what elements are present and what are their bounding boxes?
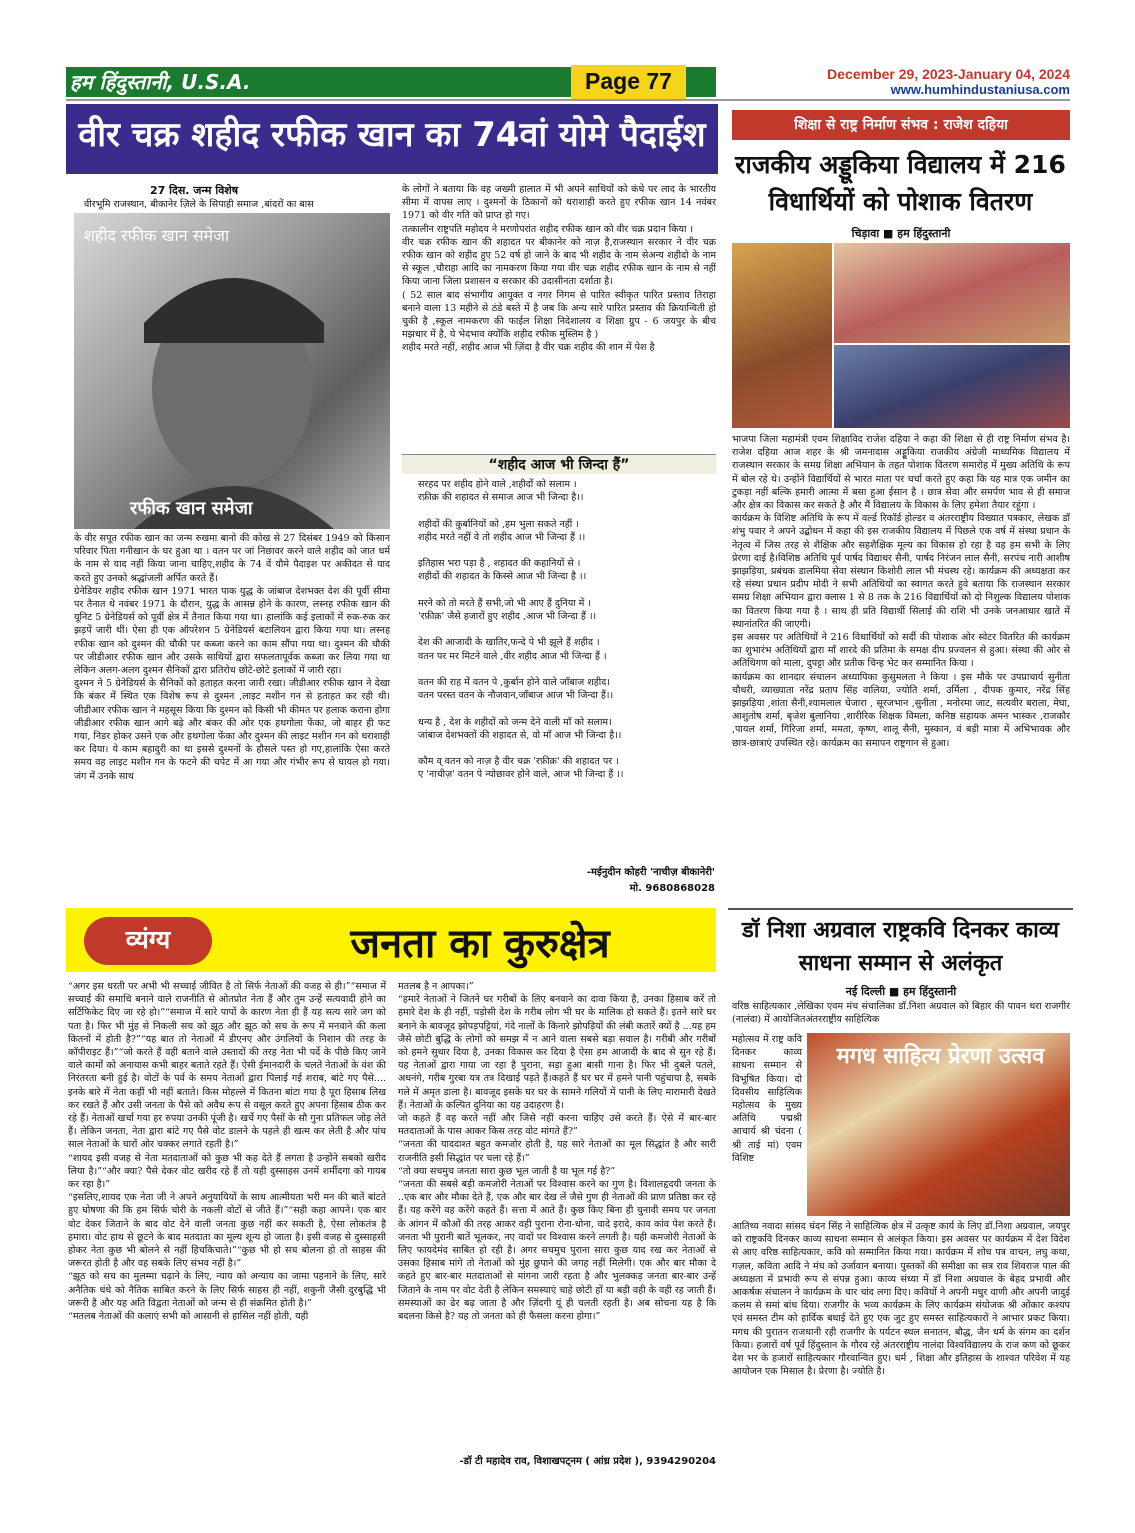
photo-caption-bottom: रफीक खान समेजा [130, 498, 253, 519]
right-bottom-body: आतिथ्य नवादा सांसद चंदन सिंह ने साहित्यिक क्षेत्र में उत्कृष्ट कार्य के लिए डॉ.निशा अग्रवाल, जयपुर को राष्ट्रकवि दिनकर काव्य साधना सम्मान से अलंकृत किया। इस अवसर पर कार्यक्रम में देश विदेश से आए वरिष्ठ साहित्यकार, कवि को सम्मानित किया गया। कार्यक्रम में शोध पत्र वाचन, लघु कथा, गज़ल, कविता आदि ने मंच को उर्जावान बनाया। पुस्तकों की समीक्षा का सत्र राव शिवराज पाल की अध्यक्षता में प्रभावी रूप से संपन्न हुआ। काव्य संध्या में डॉ निशा अग्रवाल के बेहद प्रभावी और आकर्षक संचालन ने कार्यक्रम के चार चांद लगा दिए। कवियों ने अपनी मधुर वाणी और अपनी जादुई कलम से समां बांध दिया। राजगीर के भव्य कार्यक्रम के लिए कार्यक्रम संयोजक श्री ओंकार कश्यप एवं समस्त टीम को हार्दिक बधाई देते हुए एक जुट हुए समस्त साहित्यकारों ने आभार प्रकट किया। मगध की पुरातन राजधानी रही राजगीर के पर्यटन स्थल सनातन, बौद्ध, जैन धर्म के संगम का दर्शन किया। हजारों वर्ष पूर्व हिंदुस्तान के गौरव रहे अंतरराष्ट्रीय नालंदा विश्वविद्यालय के राज कण को छूकर देश भर के हजारों साहित्यकार गौरवान्वित हुए। धर्म , शिक्षा और इतिहास के शाश्वत परिवेश में यह आयोजन एक मिसाल है। प्रेरणा है। ज्योति है। [732, 1221, 1070, 1378]
header-divider [66, 99, 1070, 101]
main-headline: वीर चक्र शहीद रफीक खान का 74वां योमे पैदाईश [78, 115, 706, 155]
satire-col2-text: मतलब है न आपका।” “हमारे नेताओं ने जितने घर गरीबों के लिए बनवाने का दावा किया है, उनका हिसाब करें तो हमारे देश के ही नहीं, पड़ोसी देश के गरीब लोग भी घर के मालिक हो सकते हैं। इतने सारे घर बनाने के बावजूद झोपड़पट्टियां, गंदे नालों के किनारे झोपड़ियों की लंबी कतारें क्यों है ...यह हम जैसे छोटी बुद्धि के लोगों को समझ में न आने वाला सबसे बड़ा सवाल है। गरीबी और गरीबों को हमने सुधार दिया है, उनका विकास कर दिया है ऐसा हम आजादी के बाद से सुन रहे हैं। यह नेताओं द्वारा गाया जा रहा है पुराना, सड़ा हुआ बासी गाना है। फिर भी दुबले पतले, अधनंगे, गरीब गुरबा यत्र तत्र दिखाई पड़ते हैं।कहते हैं घर घर में हमने पानी पहुंचाया है, सबके गले में अमृत डाला है। बावजूद इसके घर घर के सामने गलियों में पानी के लिए मारामारी देखते हैं। नेताओं के कल्पित दुनिया का यह उदाहरण है। जो कहते हैं वह करते नहीं और जिसे नहीं करना चाहिए उसे करते हैं। ऐसे में बार-बार मतदाताओं के पास आकर किस तरह वोट मांगते हैं?” “जनता की याददाश्त बहुत कमजोर होती है, यह सारे नेताओं का मूल सिद्धांत है और सारी राजनीति इसी सिद्धांत पर चला रहे हैं।” “तो क्या सचमुच जनता सारा कुछ भूल जाती है या भूल गई है?” “जनता की सबसे बड़ी कमजोरी नेताओं पर विश्वास करने का गुण है। विशालहृदयी जनता के ..एक बार और मौका देते हैं, एक और बार देख लें जैसे गुण ही नेताओं की प्राण प्रतिष्ठा कर रहे हैं। यह करेंगे वह करेंगे कहते हैं। सत्ता में आते हैं। कुछ किए बिना ही चुनावी समय पर जनता के आंगन में कौओं की तरह आकर वही पुराना रोना-धोना, वादे इरादे, काव कांव पेश करते हैं। जनता भी पुरानी बातें भूलकर, नए वादों पर विश्वास करने लगती है। यही कमजोरी नेताओं के लिए फायदेमंद साबित हो रही है। अगर सचमुच पुराना सारा कुछ याद रख कर नेताओं से उसका हिसाब मांगे तो नेताओं को मुंह छुपाने की जगह नहीं मिलेगी। एक और बार मौका दे कहते हुए बार-बार मतदाताओं से मांगना जारी रहता है और भुलक्कड़ जनता बार-बार उन्हें जिताने के नाम पर वोट देती है लेकिन समस्याएं चाहे छोटी हों या बड़ी वही के वही रह जाती हैं। समस्याओं का ढेर बढ़ जाता है और ज़िंदगी यूं ही चलती रहती है। अब सोचना यह है कि बदलना किसे है? यह तो जनता को ही फैसला करना होगा।” [398, 981, 716, 1323]
website-link[interactable]: www.humhindustaniusa.com [890, 82, 1070, 97]
right-top-tag: शिक्षा से राष्ट्र निर्माण संभव : राजेश दहिया [794, 117, 1008, 133]
issue-date: December 29, 2023-January 04, 2024 [827, 66, 1070, 82]
main-col2-text: के लोगों ने बताया कि वह जख्मी हालात में भी अपने साथियों को कंधे पर लाद के भारतीय सीमा में वापस लाए । दुश्मनों के ठिकानों को धराशाही करते हुए रफीक खान 14 नवंबर 1971 को वीर गति को प्राप्त हो गए। तत्कालीन राष्ट्रपति महोदय ने मरणोपरांत शहीद रफीक खान को वीर चक्र प्रदान किया । वीर चक्र रफीक खान की शहादत पर बीकानेर को नाज़ है,राजस्थान सरकार ने वीर चक्र रफीक खान को शहीद हुए 52 वर्ष हो जाने के बाद भी शहीद के नाम सेअन्य शहीदो के नाम से स्कूल ,चौराहा आदि का नामकरण किया गया वीर चक्र शहीद रफीक खान के नाम से नहीं किया जाना जिला प्रशासन व सरकार की उदासीनता दर्शाता है। ( 52 साल बाद संभागीय आयुक्त व नगर निगम से पारित स्वीकृत पारित प्रस्ताव तिराहा बनाने वाला 13 महीने से ठंडे बस्ते में है जब कि अन्य सारे पारित प्रस्ताव की क्रियान्विती हो चुकी है ,स्कूल नामकरण की फाईल शिक्षा निदेशालय व शिक्षा ग्रुप - 6 जयपुर के बीच मझधार में है, ये भेदभाव क्योंकि शहीद रफीक मुस्लिम है ) शहीद मरते नहीं, शहीद आज भी ज़िंदा है वीर चक्र शहीद की शान में पेश है [402, 184, 716, 354]
poem-author: -मईनुदीन कोहरी 'नाचीज़ बीकानेरी' [586, 867, 715, 878]
right-bottom-divider [728, 908, 1073, 910]
portrait-silhouette-icon [74, 213, 390, 529]
speaker-photo [732, 243, 832, 428]
right-top-headline: राजकीय अड्डूकिया विद्यालय में 216 विधार्थियों को पोशाक वितरण [735, 150, 1066, 216]
martyr-photo [74, 213, 390, 529]
main-intro: वीरभूमि राजस्थान, बीकानेर ज़िले के सिपाही समाज ,बांदरों का बास [84, 199, 314, 210]
right-bottom-body-top: वरिष्ठ साहित्यकार ,लेखिका एवम मंच संचालिका डॉ.निशा अग्रवाल को बिहार की पावन धरा राजगीर (नालंदा) में आयोजितअंतरराष्ट्रीय साहित्यिक [732, 1001, 1070, 1026]
satire-author: -डॉ टी महादेव राव, विशाखपट्नम ( आंध्र प्रदेश ), 9394290204 [459, 1456, 716, 1467]
right-top-byline: चिड़ावा ■ हम हिंदुस्तानी [851, 227, 951, 240]
main-subhead: 27 दिस. जन्म विशेष [150, 184, 239, 197]
publication-brand: हम हिंदुस्तानी, U.S.A. [70, 70, 251, 94]
satire-headline: जनता का कुरुक्षेत्र [350, 921, 610, 967]
poem-title: “शहीद आज भी जिन्दा हैं” [402, 455, 716, 474]
guests-photo [834, 243, 1070, 343]
right-bottom-body-left: महोत्सव में राष्ट्र कवि दिनकर काव्य साधना सम्मान से विभूषित किया। दो दिवसीय साहित्यिक महोत्सव के मुख्य अतिथि पद्मश्री आचार्य श्री चंदना ( श्री ताई मां) एवम विशिष्ट [732, 1034, 802, 1164]
students-photo [834, 345, 1070, 428]
right-top-body: भाजपा जिला महामंत्री एवम शिक्षाविद राजेश दहिया ने कहा की शिक्षा से ही राष्ट्र निर्माण संभव है। राजेश दहिया आज शहर के श्री जमनादास अड्डूकिया राजकीय अंग्रेजी माध्यमिक विद्यालय में राजस्थान सरकार के समग्र शिक्षा अभियान के तहत पोशाक वितरण समारोह में मुख्य अतिथि के रूप में बोल रहे थे। उन्होंने विद्यार्थियों से भारत माता पर चर्चा करते हुए कहा कि यह मात्र एक जमीन का टुकड़ा नहीं बल्कि हमारी आत्मा में बसा हुआ ईसान है । छात्र सेवा और समर्पण भाव से ही समाज और क्षेत्र का विकास कर सकते है और मैं विद्यालय के विकास के लिए हमेशा तैयार रहूंगा । कार्यक्रम के विशिष्ट अतिथि के रूप में वर्ल्ड रिकॉर्ड होल्डर व अंतरराष्ट्रीय विख्यात पत्रकार, लेखक डॉ शंभु पवार ने अपने उद्बोधन में कहा की इस राजकीय विद्यालय में पिछले एक वर्ष में संस्था प्रधान के नेतृत्व में जिस तरह से शैक्षिक और सहशैक्षिक मूल्य का विकास हो रहा है वह हम सभी के लिए प्रेरणा दाई है।विशिष्ठ अतिथि पूर्व पार्षद विद्याधर सैनी, पार्षद निरंजन लाल सैनी, सरपंच नारी आशीष झाझड़िया, प्रबंधक डालमिया सेवा संस्थान किशोरी लाल भी मंचस्थ रहे। कार्यक्रम की अध्यक्षता कर रहे संस्था प्रधान प्रदीप मोदी ने सभी अतिथियों का स्वागत करते हुवे बताया कि राजस्थान सरकार समग्र शिक्षा अभियान द्वारा क्लास 1 से 8 तक के 216 विद्यार्थियों को दो निशुल्क विद्यालय पोशाक का वितरण किया गया है । साथ ही प्रति विद्यार्थी सिलाई की राशि भी उनके जनआधार खाते में स्थानांतरित की जाएगी। इस अवसर पर अतिथियों ने 216 विधार्थियों को सर्दी की पोशाक ओर स्वेटर वितरित की कार्यक्रम का शुभारंभ अतिथियों द्वारा माँ शारदे की प्रतिमा के समक्ष दीप प्रज्वलन से हुआ। संस्था की ओर से अतिथिगण को माला, दुपट्टा और प्रतीक चिन्ह भेट कर सम्मानित किया । कार्यक्रम का शानदार संचालन अध्यापिका कुसुमलता ने किया । इस मौके पर उपप्राचार्य सुनीता चौधरी, व्याख्याता नरेंद्र प्रताप सिंह वालिया, ज्योति शर्मा, उर्मिला , दीपक कुमार, नरेंद्र सिंह झाझड़िया ,शांता सैनी,श्यामलाल चेजारा , सूरजभान ,सुनीता , मनोरमा जाट, सत्यवीर बराला, मेघा, आशुतोष शर्मा, बृजेश बुलानिया ,शारीरिक शिक्षक विमला, कनिष्ठ सहायक अमन भास्कर ,राजकौर ,पायल शर्मा, गिरिजा शर्मा, ममता, कृष्ण, शालू सैनी, मुस्कान, वं बड़ी मात्रा में अभिभावक और छात्र-छात्राएं उपस्थित रहे। कार्यक्रम का समापन राष्ट्रगान से हुआ। [732, 434, 1070, 749]
right-bottom-headline: डॉ निशा अग्रवाल राष्ट्रकवि दिनकर काव्य साधना सम्मान से अलंकृत [741, 918, 1060, 976]
right-bottom-byline: नई दिल्ली ■ हम हिंदुस्तानी [845, 985, 957, 998]
page-label: Page 77 [585, 68, 672, 94]
satire-col1-text: “अगर इस धरती पर अभी भी सच्चाई जीवित है तो सिर्फ नेताओं की वजह से ही।”“समाज में सच्चाई की समाधि बनाने वाले राजनीति से ओतप्रोत नेता हैं और तुम उन्हें सत्यवादी होने का सर्टिफिकेट दिए जा रहे हो।”“समाज में सारे पापों के कारण नेता ही हैं यह सत्य सारे जग को पता है। फिर भी मुंह से निकली सच को झूठ और झूठ को सच के रूप में मनवाने की कला कितनों में होती है?”“यह बात तो नेताओं में डीएनए और उंगलियों के निशान की तरह के कॉपीराइट हैं।”“जो करते हैं वही बताने वाले उस्तादों की तरह नेता भी पर्दे के पीछे किए जाने वाले कामों को अनायास कभी बाहर बताते रहते हैं। ऐसी ईमानदारी के चलते नेताओं के वंश की निरंतरता बनी हुई है। वोटों के पर्व के समय नेताओं द्वारा पिलाई गई शराब, बांटे गए पैसे.... इनके बारे में नेता कहीं भी नहीं बताते। किस मोहल्ले में कितना बांटा गया है पूरा हिसाब लिख कर रखते हैं और उसी जनता के पैसे को अवैध रूप से वसूल करते हुए अपना हिसाब ठीक कर रहे हैं। नेताओं खर्चा गया हर रुपया उनकी पूंजी है। खर्चे गए पैसों के सौ गुना प्रतिफल जोड़ लेते हैं। लेकिन जनता, नेता द्वारा बांटे गए पैसे वोट डालने के पहले ही खत्म कर लेती है और पांच साल नेताओं के चारों ओर चक्कर लगाते रहती है।” “शायद इसी वजह से नेता मतदाताओं को कुछ भी कह देते हैं लगता है उन्होंने सबको खरीद लिया है।”“और क्या? पैसे देकर वोट खरीद रहे हैं तो यही दुस्साहस उनमें शर्मीदगा को गायब कर रहा है।” “इसलिए,शायद एक नेता जी ने अपने अनुयायियों के साथ आत्मीयता भरी मन की बातें बांटते हुए घोषणा की कि हम सिर्फ चोरी के नकली वोटों से जीते हैं।”“सही कहा आपने। एक बार वोट देकर जिताने के बाद वोट देने वाली जनता कुछ नहीं कर सकती है, ऐसा लोकतंत्र है हमारा। वोट हाथ से छूटने के बाद मतदाता का मूल्य शून्य हो जाता है। इसी वजह से दुस्साहसी होकर नेता कुछ भी बोलने से नहीं हिचकिचाते।”“कुछ भी हो सच बोलना हो तो साहस की जरूरत होती है और वह सबके लिए संभव नहीं है।” “झूठ को सच का मुलम्मा चढ़ाने के लिए, न्याय को अन्याय का जामा पहनाने के लिए, सारे अनैतिक धंधे को नैतिक साबित करने के लिए सिर्फ साहस ही नहीं, शकुनी जैसी दुरबुद्धि भी जरूरी है और यह अति विद्वता नेताओं को जन्म से ही संक्रमित होती है।” “मतलब नेताओं की कलाएं सभी को आसानी से हासिल नहीं होती, यही [68, 981, 386, 1323]
poem-text: सरहद पर शहीद होने वाले ,शहीदों को सलाम । रफ़ीक़ की शहादत से समाज आज भी जिन्दा है।। शहीदों की कुर्बानियों को ,हम भुला सकते नहीं । शहीद मरते नहीं वे तो शहीद आज भी जिन्दा हैं ।। इतिहास भरा पड़ा है , शहादत की कहानियों से । शहीदों की शहादत के किस्से आज भी जिन्दा है ।। मरने को तो मरते हैं सभी,जो भी आए हैं दुनिया में । 'रफ़ीक़' जैसे हजारों हुए शहीद ,आज भी जिन्दा हैं ।। देश की आजादी के खातिर,फन्दे पे भी झूले हैं शहीद । वतन पर मर मिटने वाले ,वीर शहीद आज भी जिन्दा हैं । वतन की राह में वतन पे ,कुर्बान होने वाले जाँबाज शहीद। वतन परस्त वतन के नौजवान,जाँबाज आज भी जिन्दा हैं।। धन्य है , देश के शहीदों को जन्म देने वाली माँ को सलाम। जांबाज देशभक्तों की शहादत से, वो माँ आज भी जिन्दा है।। कौम व् वतन को नाज़ है वीर चक्र 'रफ़ीक़' की शहादत पर । ए 'नाचीज़' वतन पे न्योछावर होने वाले, आज भी जिन्दा हैं ।। [418, 479, 624, 781]
photo-caption-top: शहीद रफीक खान समेजा [84, 226, 230, 245]
main-col1-text: के वीर सपूत रफीक खान का जन्म रुखमा बानो की कोख से 27 दिसंबर 1949 को किसान परिवार पिता गनीखान के घर हुआ था । वतन पर जां निछावर करने वाले शहीद को जात धर्म के नाम से याद नहीं किया जाना चाहिए,शहीद के 74 वें यौमे पैदाइश पर अकीदत से याद करते हुए उनको श्रद्धांजली अर्पित करते हैं। ग्रेनेडियर शहीद रफीक खान 1971 भारत पाक युद्ध के जांबाज देशभक्त देश की पूर्वी सीमा पर तैनात थे नवंबर 1971 के दौरान, युद्ध के आसन्न होने के कारण, लस्नह रफीक खान की यूनिट 5 ग्रेनेडियर्स को पूर्वी क्षेत्र में तैनात किया गया था। हालांकि कई इलाकों में रुक-रुक कर झड़पें जारी थीं। ऐसा ही एक ऑपरेशन 5 ग्रेनेडियर्स बटालियन द्वारा किया गया था। लस्नह रफीक खान को दुश्मन की चौकी पर कब्जा करने का काम सौंपा गया था। दुश्मन की चौकी पर जीडीआर रफीक खान और उसके साथियों द्वारा सफलतापूर्वक कब्जा कर लिया गया था लेकिन अलग-अलग दुश्मन सैनिकों द्वारा प्रतिरोध छोटे-छोटे इलाकों में जारी रहा। दुश्मन ने 5 ग्रेनेडियर्स के सैनिकों को हताहत करना जारी रखा। जीडीआर रफीक खान ने देखा कि बंकर में स्थित एक विशेष रूप से दुश्मन ,लाइट मशीन गन से हताहत कर रही थी। जीडीआर रफीक खान ने महसूस किया कि दुश्मन को किसी भी कीमत पर हलाक कराना होगा जीडीआर रफीक खान आगे बढ़े और बंकर की ओर एक हथगोला फेंका, जो बाहर ही फट गया, निडर होकर उसने एक और हथगोला फेंका और दुश्मन की लाइट मशीन गन को धराशाही कर दिया। ये काम बहादुरी का था इससे दुश्मनों के हौसले पस्त हो गए,हालांकि ऐसा करते समय वह लाइट मशीन गन के फटने की चपेट में आ गया और गंभीर रूप से घायल हो गया। जंग में उनके साथ [74, 533, 390, 782]
poem-phone: मो. 9680868028 [629, 883, 715, 894]
award-photo-banner: मगध साहित्य प्रेरणा उत्सव [836, 1044, 1045, 1069]
satire-tag: व्यंग्य [125, 925, 171, 954]
